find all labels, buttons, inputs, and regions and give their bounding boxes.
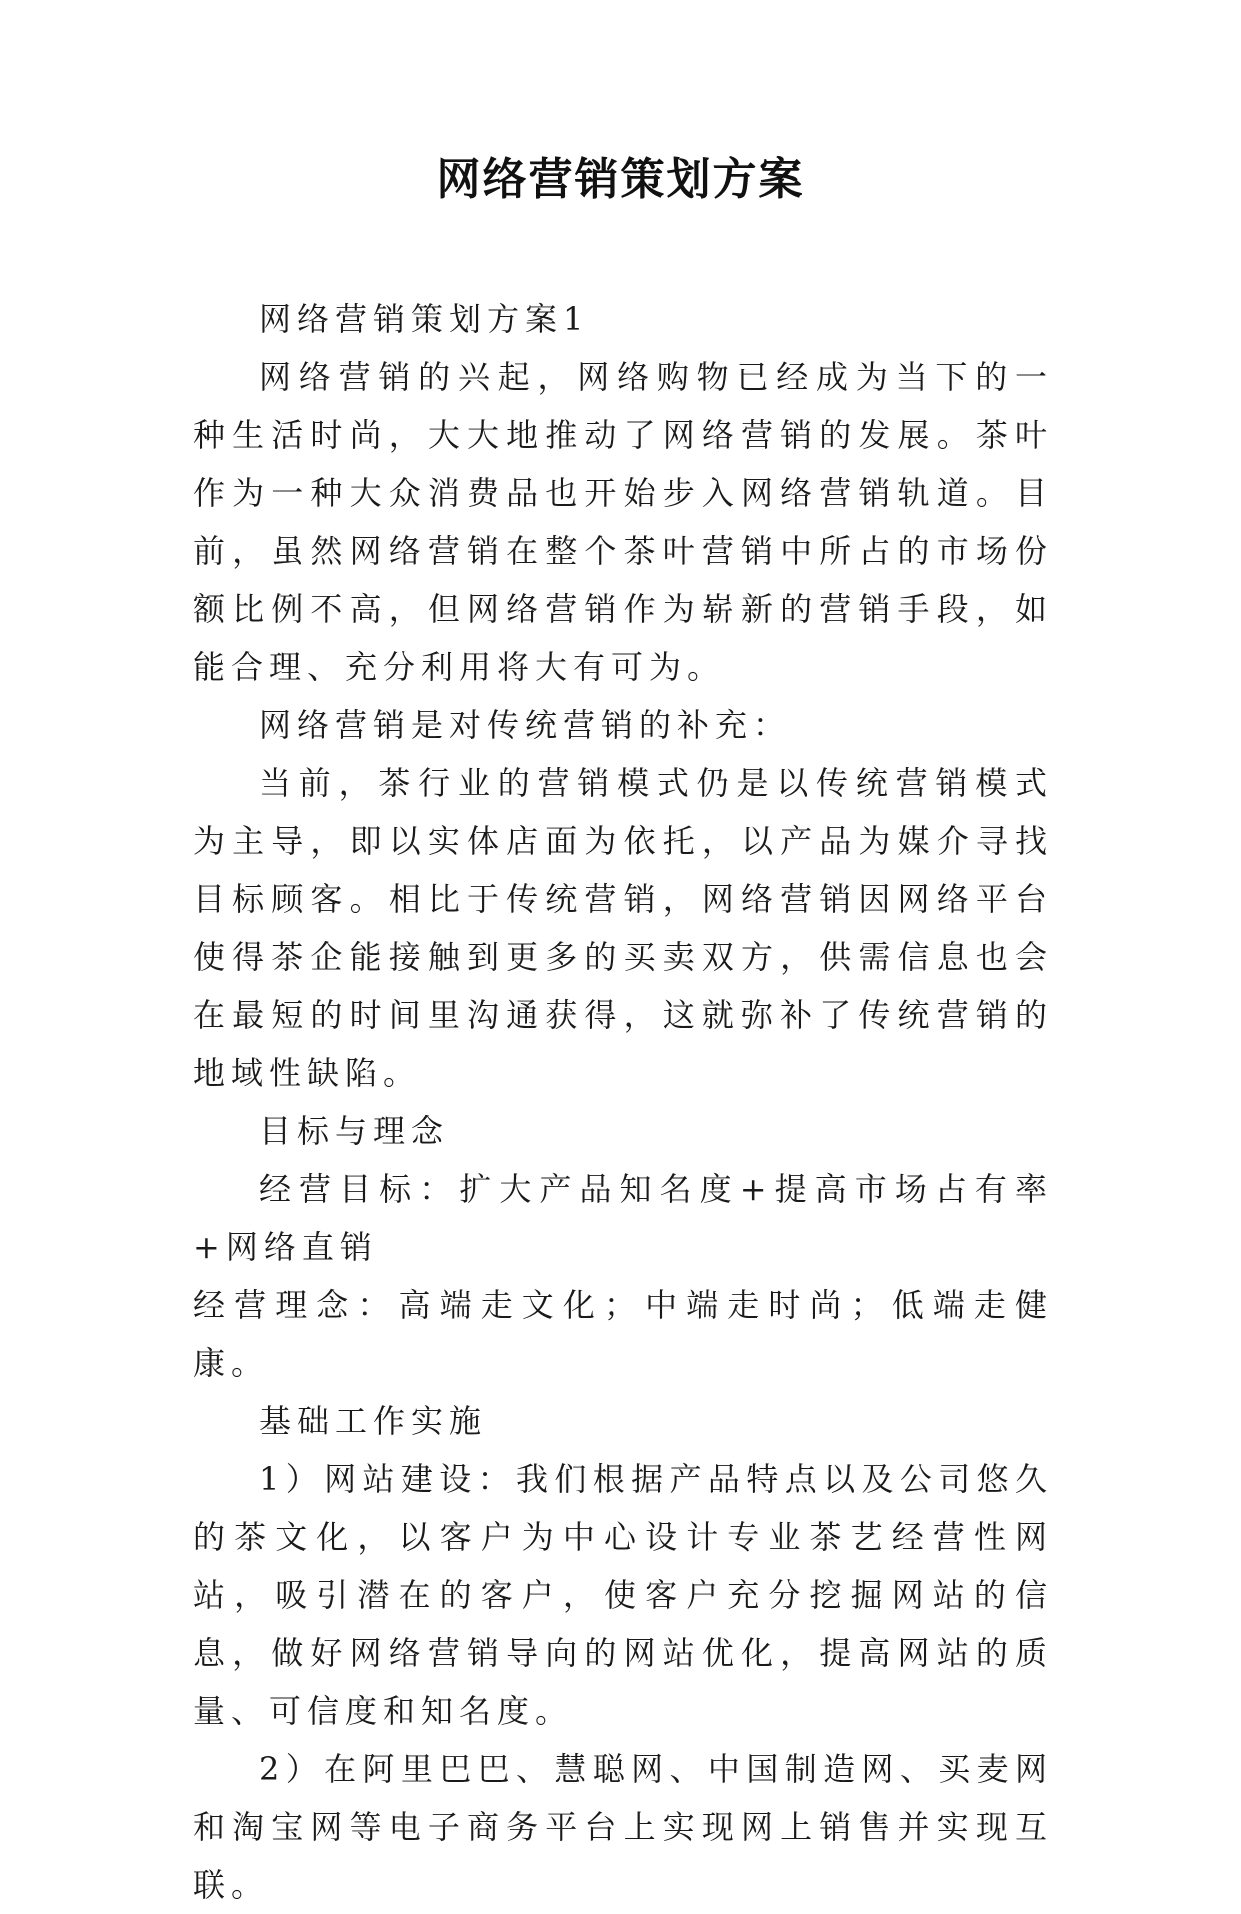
paragraph-ecommerce-platforms: 2）在阿里巴巴、慧聪网、中国制造网、买麦网和淘宝网等电子商务平台上实现网上销售并实现互联。: [193, 1750, 1053, 1904]
section-heading-plan-1: 网络营销策划方案1: [259, 300, 590, 338]
document-title: 网络营销策划方案: [436, 154, 805, 205]
section-heading-supplement: 网络营销是对传统营销的补充：: [259, 706, 792, 744]
paragraph-business-goal: 经营目标：扩大产品知名度+提高市场占有率+网络直销: [193, 1170, 1053, 1266]
paragraph-intro: 网络营销的兴起，网络购物已经成为当下的一种生活时尚，大大地推动了网络营销的发展。茶叶作为一种大众消费品也开始步入网络营销轨道。目前，虽然网络营销在整个茶叶营销中所占的市场份额比例不高，但网络营销作为崭新的营销手段，如能合理、充分利用将大有可为。: [193, 358, 1053, 686]
paragraph-website-building: 1）网站建设：我们根据产品特点以及公司悠久的茶文化，以客户为中心设计专业茶艺经营性网站，吸引潜在的客户，使客户充分挖掘网站的信息，做好网络营销导向的网站优化，提高网站的质量、可信度和知名度。: [193, 1460, 1053, 1730]
paragraph-current-situation: 当前，茶行业的营销模式仍是以传统营销模式为主导，即以实体店面为依托，以产品为媒介寻找目标顾客。相比于传统营销，网络营销因网络平台使得茶企能接触到更多的买卖双方，供需信息也会在最短的时间里沟通获得，这就弥补了传统营销的地域性缺陷。: [193, 764, 1053, 1092]
paragraph-business-philosophy: 经营理念：高端走文化；中端走时尚；低端走健康。: [193, 1286, 1053, 1382]
section-heading-goals: 目标与理念: [259, 1112, 450, 1150]
section-heading-implementation: 基础工作实施: [259, 1402, 488, 1440]
document-body: [193, 290, 1053, 1914]
